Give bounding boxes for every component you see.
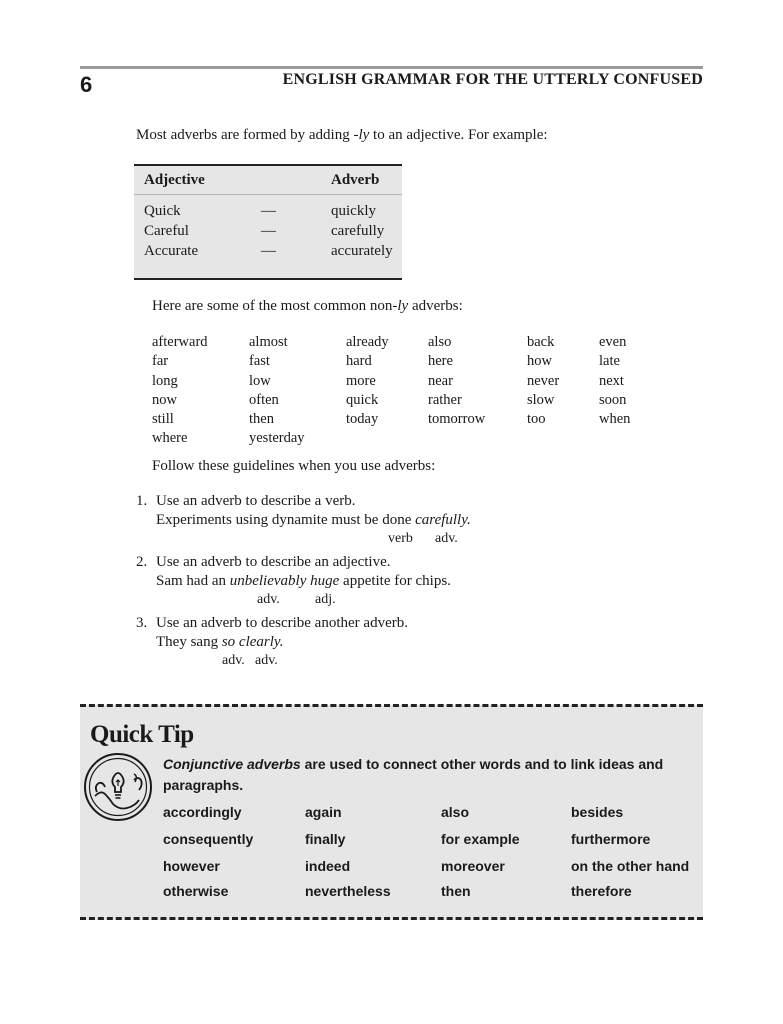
part-of-speech-label: verb [388,531,413,546]
guideline-number: 3. [136,615,148,631]
adverb-word: today [346,411,379,428]
part-of-speech-label: adv. [435,531,458,546]
conjunctive-adverb: also [441,804,470,820]
conjunctive-adverb: nevertheless [305,883,391,899]
adverb-word: afterward [152,334,208,350]
tip-bottom-border [80,917,703,920]
conjunctive-adverb: furthermore [571,831,651,847]
conjunctive-adverb: besides [571,804,624,820]
conjunctive-adverb: on the other hand [571,858,690,874]
table-divider [134,194,402,195]
nonly-intro: Here are some of the most common non-ly adverbs: [152,298,463,314]
adverb-word: far [152,353,169,370]
adverb-word: long [152,372,178,389]
conjunctive-adverb: otherwise [163,883,229,899]
part-of-speech-label: adv. [222,653,245,668]
adverb-column [152,333,208,449]
adverb-word: even [599,334,627,350]
adverb-word: quick [346,391,379,408]
conjunctive-adverb: for example [441,831,520,847]
tip-top-border [80,704,703,707]
tip-intro-continued: paragraphs. [163,777,244,793]
table-cell-adverb: carefully [331,223,385,239]
adverb-word: how [527,353,552,370]
adverb-word: also [428,334,452,350]
conjunctive-adverb: again [305,804,342,820]
adverb-word: too [527,411,546,428]
adverb-word: here [428,353,453,370]
adverb-word: already [346,334,389,350]
header-rule [80,66,703,69]
adverb-word: then [249,411,274,428]
adverb-column [249,333,305,449]
adverb-word: when [599,411,631,428]
conjunctive-adverb: accordingly [163,804,242,820]
running-head: ENGLISH GRAMMAR FOR THE UTTERLY CONFUSED [282,71,703,88]
intro-paragraph: Most adverbs are formed by adding -ly to an adjective. For example: [136,127,548,143]
adverb-word: never [527,372,560,389]
conjunctive-adverb: however [163,858,220,874]
adverb-word: near [428,372,453,389]
guideline-text: Use an adverb to describe an adjective. [156,554,391,570]
adverb-word: hard [346,353,372,370]
table-header-adverb: Adverb [331,172,380,188]
lightbulb-hand-icon [83,752,157,822]
adverb-word: often [249,391,279,408]
guideline-example: Experiments using dynamite must be done carefully. [156,512,471,528]
part-of-speech-label: adj. [315,592,336,607]
adverb-word: where [152,430,188,447]
adverb-word: still [152,411,174,428]
table-cell-adverb: accurately [331,243,393,259]
table-cell-adjective: Accurate [144,243,199,259]
adverb-word: fast [249,353,270,370]
part-of-speech-label: adv. [257,592,280,607]
guideline-example: Sam had an unbelievably huge appetite for chips. [156,573,451,589]
guideline-number: 2. [136,554,148,570]
conjunctive-adverb: moreover [441,858,505,874]
guideline-example: They sang so clearly. [156,634,284,650]
table-cell-adverb: quickly [331,203,376,219]
table-cell-adjective: Careful [144,223,189,239]
conjunctive-adverb: indeed [305,858,351,874]
adverb-column [527,333,559,429]
table-cell-adjective: Quick [144,203,181,219]
adverb-word: late [599,353,620,370]
adverb-word: almost [249,334,288,350]
adverb-column [346,333,389,429]
table-cell-dash: — [261,223,276,239]
guideline-text: Use an adverb to describe another adverb. [156,615,408,631]
quick-tip-title: Quick Tip [90,721,194,748]
adverb-word: low [249,372,271,389]
guideline-text: Use an adverb to describe a verb. [156,493,356,509]
table-header-adjective: Adjective [144,172,205,188]
guidelines-intro: Follow these guidelines when you use adverbs: [152,458,436,474]
adverb-word: more [346,372,376,389]
conjunctive-adverb: consequently [163,831,254,847]
conjunctive-adverb: therefore [571,883,632,899]
adverb-word: next [599,372,624,389]
guideline-number: 1. [136,493,148,509]
adverb-column [428,333,485,429]
adverb-word: rather [428,391,462,408]
adverb-column [599,333,630,429]
page-number: 6 [80,72,93,97]
adjective-adverb-table [134,164,402,280]
adverb-word: soon [599,391,627,408]
conjunctive-adverb: then [441,883,471,899]
conjunctive-adverb: finally [305,831,346,847]
adverb-word: now [152,391,177,408]
adverb-word: tomorrow [428,411,486,428]
adverb-word: back [527,334,555,350]
table-cell-dash: — [261,243,276,259]
table-cell-dash: — [261,203,276,219]
adverb-word: slow [527,391,555,408]
adverb-word: yesterday [249,430,305,447]
part-of-speech-label: adv. [255,653,278,668]
tip-intro: Conjunctive adverbs are used to connect other words and to link ideas and [163,756,664,772]
